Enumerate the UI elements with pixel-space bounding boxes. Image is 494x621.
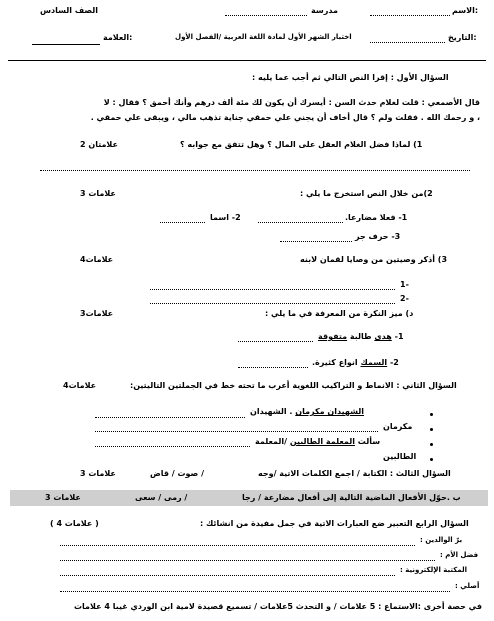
q3-sub-marks: 3 علامات (45, 493, 81, 502)
q1-item2-a-line (258, 222, 343, 223)
mark-line (32, 44, 100, 45)
q1-item2-a: 1- فعلا مضارعا. (345, 213, 408, 222)
q2-title: السؤال الثاني : الانماط و التراكيب اللغوية أعرب ما تحته خط في الجملتين التاليتين: (130, 381, 457, 390)
q1-item1: 1) لماذا فضل الغلام العقل على المال ؟ وهل تتفق مع جوابه ؟ (180, 140, 423, 149)
q4-item-2-line (60, 560, 435, 561)
q3-title: السؤال الثالث : الكتابة / اجمع الكلمات الاتية /وجه (258, 469, 451, 478)
q2-line2-answer (95, 431, 378, 432)
q2-bullet-3 (430, 443, 433, 446)
mark-label: العلامة: (103, 33, 133, 42)
q2-line4: الطالبين (383, 452, 417, 461)
q2-line1-answer (95, 417, 245, 418)
q3-sub-words: / رمى / سعى (135, 493, 188, 502)
grade-label: الصف السادس (40, 6, 98, 15)
school-line (225, 15, 307, 16)
q3-sub: ب .حوّل الأفعال الماضية التالية إلى أفعال مضارعة / رجا (242, 493, 461, 502)
q2-line2: مكرمان (383, 422, 413, 431)
q1-passage-line2: ، و رحمك الله . فقلت ولم ؟ قال أخاف أن يجني علي حمقي جناية تذهب مالي ، ويبقى علي حمقي . (90, 113, 480, 122)
q1-item4-b: 2- السمك انواع كثيرة. (312, 358, 399, 367)
q1-item3: 3) أذكر وصيتين من وصايا لقمان لابنه (300, 255, 448, 264)
q1-item2-c: 3- حرف جر (355, 232, 401, 241)
q1-item2-b-line (160, 222, 205, 223)
q1-item1-answer-line (40, 170, 470, 171)
q1-item1-marks: 2 علامتان (80, 140, 118, 149)
q3-words: / صوت / قاض (150, 469, 204, 478)
q4-item-1: برّ الوالدين : (420, 536, 463, 544)
q1-item4: د) ميز النكرة من المعرفة في ما يلي : (265, 309, 414, 318)
q1-item4-a: 1- هدى طالبة متفوقة (318, 332, 404, 341)
q1-item2-b: 2- اسما (210, 213, 241, 222)
q1-passage-line1: قال الأصمعي : قلت لغلام حدث السن : أيسرك أن يكون لك مئة ألف درهم وأنك أحمق ؟ فقال : لا (103, 98, 480, 107)
q2-marks: 4علامات (63, 381, 97, 390)
q3-marks: 3 علامات (80, 469, 116, 478)
school-label: مدرسة (311, 6, 338, 15)
exam-title: اختبار الشهر الأول لمادة اللغة العربية /الفصل الأول (175, 33, 352, 41)
q1-item3-b: 2- (400, 294, 409, 303)
q2-bullet-1 (430, 413, 433, 416)
q2-line3-answer (95, 446, 250, 447)
q1-item4-marks: 3علامات (80, 309, 114, 318)
q2-bullet-4 (430, 458, 433, 461)
q4-title: السؤال الرابع التعبير ضع العبارات الاتية في جمل مفيدة من انشائك : (200, 519, 469, 528)
q4-marks: ( 4 علامات ) (50, 519, 99, 528)
name-line (370, 15, 450, 16)
q4-item-2: فضل الأم : (440, 551, 479, 559)
date-label: التاريخ: (448, 33, 477, 42)
name-label: الاسم: (452, 6, 479, 15)
q1-item2: 2)من خلال النص استخرج ما يلي : (300, 189, 433, 198)
q1-item3-b-line (150, 303, 395, 304)
q1-item3-a-line (150, 289, 395, 290)
q1-item4-a-line (238, 341, 313, 342)
header-divider (8, 60, 486, 61)
q4-item-4: أصلي : (455, 582, 480, 590)
q1-item4-b-line (238, 367, 308, 368)
q1-item2-c-line (280, 241, 352, 242)
q1-item3-a: 1- (400, 280, 409, 289)
q1-title: السؤال الأول : إقرا النص التالي ثم أجب عما يليه : (252, 73, 449, 82)
q1-item3-marks: 4علامات (80, 255, 114, 264)
date-line (370, 42, 445, 43)
q4-item-3-line (60, 575, 395, 576)
footer-note: في حصة أخرى :الاستماع : 5 علامات / و التحدث 5علامات / تسميع قصيدة لامية ابن الوردي غيبا 4 علامات (74, 602, 482, 611)
q1-item2-marks: 3 علامات (80, 189, 116, 198)
q2-line1: الشهيدان مكرمان . الشهيدان (250, 407, 365, 416)
q4-item-3: المكتبة الإلكترونية : (400, 566, 468, 574)
q2-line3: سألت المعلمة الطالبين /المعلمة (255, 437, 381, 446)
q4-item-1-line (60, 545, 415, 546)
q4-item-4-line (60, 591, 450, 592)
q2-bullet-2 (430, 428, 433, 431)
